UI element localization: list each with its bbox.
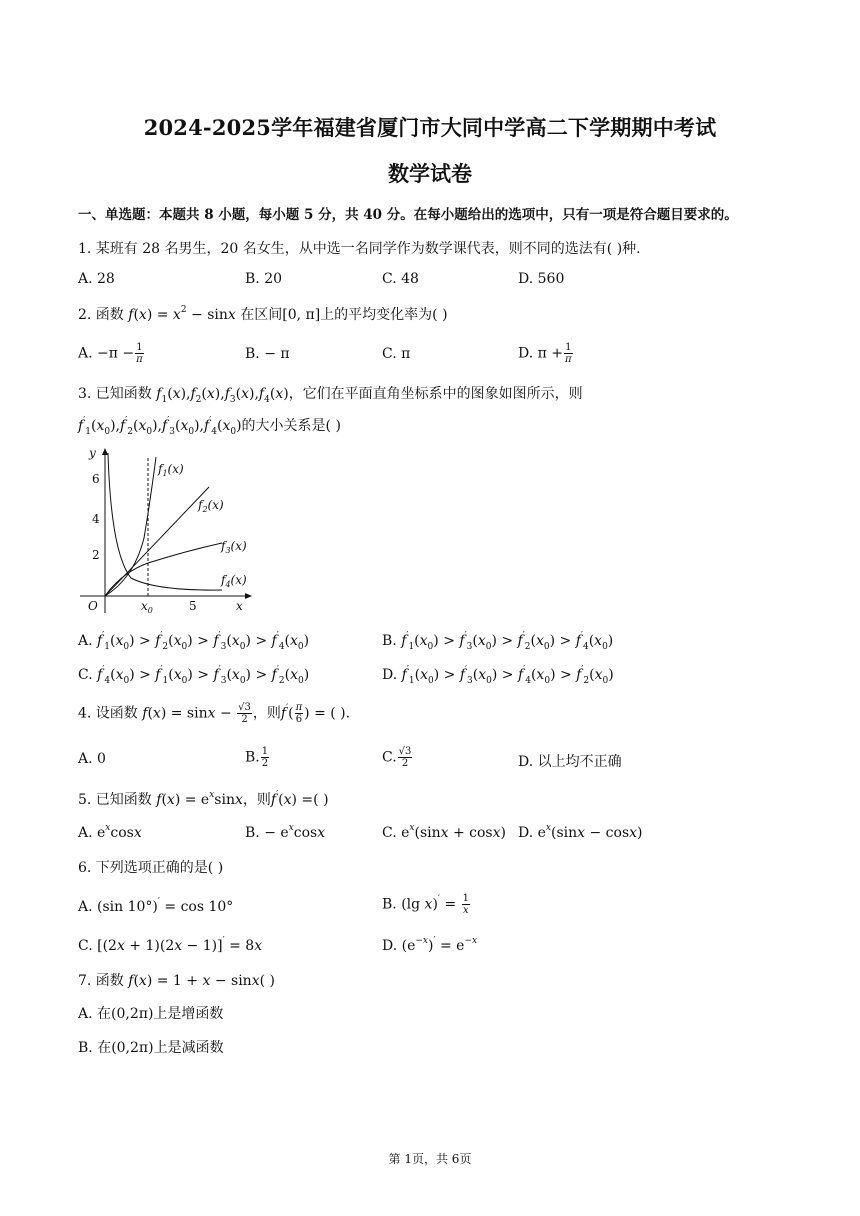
- q2-option-a: A. −π − $\frac{1}{\pi}$: [78, 342, 143, 365]
- curve-label-f3: $f_3(x)$: [221, 539, 247, 555]
- curve-label-f4: $f_4(x)$: [221, 573, 247, 589]
- q2-formula: f: [128, 307, 134, 323]
- q6-stem: 6. 下列选项正确的是( ): [78, 860, 224, 876]
- q3-option-c: C. $f'_4(x_0) > f'_1(x_0) > f'_3(x_0) > f'_2(x_0)$: [78, 665, 310, 686]
- exam-subtitle: 数学试卷: [388, 161, 472, 186]
- q1-option-a: A. 28: [78, 271, 115, 287]
- curve-label-f1: $f_1(x)$: [158, 462, 184, 478]
- curve-label-f2: $f_2(x)$: [198, 498, 224, 514]
- q4-option-c: C. $\frac{√3}{2}$: [382, 746, 412, 769]
- y-tick-label: 4: [92, 512, 100, 526]
- y-axis-arrow-icon: [102, 448, 108, 455]
- q5-option-d: D. $e^x(\sin x - \cos x)$: [518, 823, 643, 841]
- x-axis-arrow-icon: [245, 593, 252, 599]
- q7-option-a: A. 在(0,2π)上是增函数: [78, 1006, 224, 1022]
- q7-option-b: B. 在(0,2π)上是减函数: [78, 1040, 224, 1056]
- q4-option-b: B. $\frac{1}{2}$: [245, 746, 269, 769]
- x-axis-label: x: [236, 599, 243, 613]
- page-footer: 第 1页，共 6页: [388, 1152, 472, 1166]
- q2-stem-tail: 在区间[0, π]上的平均变化率为( ): [240, 307, 448, 323]
- exam-title: 2024-2025学年福建省厦门市大同中学高二下学期期中考试: [143, 115, 717, 140]
- q3-stem-line2: $f'_1(x_0),f'_2(x_0),f'_3(x_0),f'_4(x_0)$的大小关系是( ): [78, 416, 341, 437]
- origin-label: O: [88, 599, 98, 613]
- section-heading: 一、单选题：本题共 8 小题，每小题 5 分，共 40 分。在每小题给出的选项中，只有一项是符合题目要求的。: [78, 207, 738, 223]
- q4-option-d: D. 以上均不正确: [518, 754, 622, 770]
- q2-option-b: B. − π: [245, 346, 290, 362]
- curve-f2: [105, 487, 209, 596]
- q1-option-d: D. 560: [518, 271, 565, 287]
- q2-option-d: D. π + $\frac{1}{\pi}$: [518, 342, 572, 365]
- q2-option-c: C. π: [382, 346, 411, 362]
- x-tick-label-x0: $x_0$: [141, 599, 153, 615]
- y-axis-label: y: [89, 446, 96, 460]
- q2-stem-lead: 2. 函数: [78, 307, 124, 323]
- q3-option-a: A. $f'_1(x_0) > f'_2(x_0) > f'_3(x_0) > f'_4(x_0)$: [78, 631, 310, 652]
- q1-stem: 1. 某班有 28 名男生，20 名女生，从中选一名同学作为数学课代表，则不同的选法有( )种.: [78, 241, 641, 257]
- q3-option-b: B. $f'_1(x_0) > f'_3(x_0) > f'_2(x_0) > f'_4(x_0)$: [382, 631, 614, 652]
- q6-option-c: C. [(2x + 1)(2x − 1)]′ = 8x: [78, 936, 263, 954]
- y-tick-label: 2: [92, 548, 100, 562]
- q2-stem: 2. 函数 $f(x) = x^2 - \sin x$ 在区间[0, π]上的平均变化率为( ): [78, 305, 448, 323]
- q3-option-d: D. $f'_1(x_0) > f'_3(x_0) > f'_4(x_0) > f'_2(x_0)$: [382, 665, 614, 686]
- q5-option-b: B. − $e^x\cos x$: [245, 823, 326, 841]
- function-graph: [76, 443, 256, 618]
- q1-option-b: B. 20: [245, 271, 283, 287]
- q4-stem: 4. 设函数 f(x) = sinx − $\frac{√3}{2}$ ，则f′( $\frac{\pi}{6}$ ) = ( ).: [78, 702, 351, 725]
- q4-option-a: A. 0: [78, 751, 106, 767]
- q5-stem: 5. 已知函数 $f(x) = e^x\sin x$，则f′(x) =( ): [78, 790, 329, 808]
- q5-option-c: C. $e^x(\sin x + \cos x)$: [382, 823, 506, 841]
- y-tick-label: 6: [92, 472, 100, 486]
- q6-option-b: B. (lg x)′ = $\frac{1}{x}$: [382, 893, 469, 916]
- q5-option-a: A. $e^x\cos x$: [78, 823, 142, 841]
- q6-option-a: A. (sin 10°)′ = cos 10°: [78, 897, 234, 915]
- q7-stem: 7. 函数 f(x) = 1 + x − sinx( ): [78, 973, 275, 989]
- q3-stem-line1: 3. 已知函数 $f_1(x),f_2(x),f_3(x),f_4(x)$，它们在平面直角坐标系中的图象如图所示，则: [78, 386, 583, 405]
- q1-option-c: C. 48: [382, 271, 419, 287]
- q6-option-d: D. $(e^{-x})' = e^{-x}$: [382, 936, 478, 954]
- curve-f3: [105, 543, 222, 596]
- x-tick-label: 5: [189, 599, 197, 613]
